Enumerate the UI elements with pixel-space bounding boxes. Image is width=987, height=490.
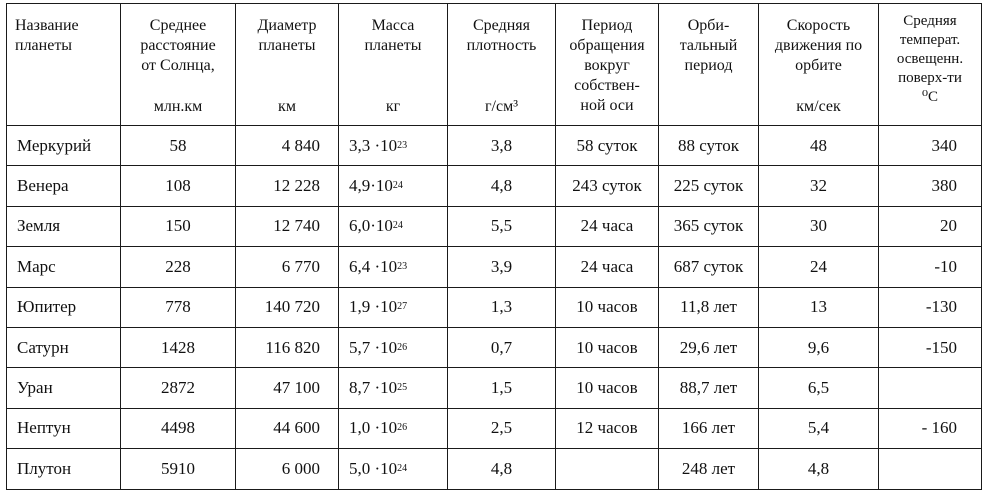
cell-orbital-speed: 30 [759,206,879,246]
table-row [7,408,982,448]
header-title: Скорость движения по орбите [774,17,863,74]
cell-orbital-speed: 4,8 [759,449,879,489]
cell-orbital-period: 687 суток [659,247,759,287]
mass-exponent: 23 [397,139,408,151]
cell-orbital-period: 166 лет [659,408,759,448]
header-unit: г/см³ [484,98,519,115]
cell-planet-name: Земля [7,206,121,246]
mass-base: 5,0 ·10 [349,458,398,478]
header-title: Масса планеты [364,17,422,54]
mass-base: 6,4 ·10 [349,256,398,276]
cell-density: 3,8 [448,126,556,166]
cell-rotation-period: 243 суток [556,166,659,206]
cell-distance: 5910 [121,449,236,489]
cell-planet-name: Уран [7,368,121,408]
cell-diameter: 47 100 [236,368,339,408]
cell-mass [339,126,448,166]
table-row [7,327,982,367]
cell-density: 3,9 [448,247,556,287]
planets-table-container [6,3,982,490]
cell-orbital-speed: 6,5 [759,368,879,408]
header-temperature [879,4,982,126]
mass-base: 8,7 ·10 [349,378,398,398]
header-unit: кг [385,98,401,115]
header-planet-name [7,4,121,126]
cell-orbital-period: 88,7 лет [659,368,759,408]
mass-exponent: 23 [397,260,408,272]
table-row [7,206,982,246]
header-title: Средняя плотность [466,17,537,54]
cell-mass [339,327,448,367]
mass-base: 6,0·10 [349,216,393,236]
cell-orbital-period: 225 суток [659,166,759,206]
cell-temperature: -150 [879,327,982,367]
header-density [448,4,556,126]
cell-orbital-period: 248 лет [659,449,759,489]
cell-temperature [879,368,982,408]
cell-diameter: 6 770 [236,247,339,287]
header-title: Название планеты [15,17,79,54]
cell-orbital-speed: 48 [759,126,879,166]
cell-density: 1,3 [448,287,556,327]
cell-orbital-speed: 9,6 [759,327,879,367]
cell-distance: 4498 [121,408,236,448]
table-row [7,287,982,327]
cell-rotation-period: 12 часов [556,408,659,448]
table-row [7,368,982,408]
header-distance [121,4,236,126]
header-unit: км [278,98,296,115]
header-orbital-period [659,4,759,126]
header-title: Орби- тальный период [679,17,738,74]
mass-exponent: 24 [392,220,403,232]
cell-rotation-period: 58 суток [556,126,659,166]
cell-diameter: 12 740 [236,206,339,246]
cell-planet-name: Венера [7,166,121,206]
cell-mass [339,206,448,246]
header-diameter [236,4,339,126]
mass-exponent: 27 [397,301,408,313]
table-row [7,126,982,166]
cell-temperature: 380 [879,166,982,206]
mass-base: 1,9 ·10 [349,297,398,317]
cell-temperature: -10 [879,247,982,287]
cell-density: 4,8 [448,166,556,206]
cell-rotation-period: 24 часа [556,247,659,287]
mass-exponent: 24 [392,180,403,192]
cell-planet-name: Сатурн [7,327,121,367]
header-row [7,4,982,126]
cell-rotation-period: 10 часов [556,287,659,327]
cell-distance: 1428 [121,327,236,367]
cell-temperature: 20 [879,206,982,246]
cell-rotation-period: 24 часа [556,206,659,246]
cell-mass [339,166,448,206]
cell-diameter: 116 820 [236,327,339,367]
cell-diameter: 6 000 [236,449,339,489]
cell-temperature: - 160 [879,408,982,448]
cell-orbital-speed: 24 [759,247,879,287]
cell-distance: 58 [121,126,236,166]
cell-mass [339,408,448,448]
cell-temperature [879,449,982,489]
cell-distance: 778 [121,287,236,327]
mass-exponent: 26 [397,341,408,353]
header-title: Среднее расстояние от Солнца, [140,17,216,74]
header-mass [339,4,448,126]
mass-base: 5,7 ·10 [349,337,398,357]
table-row [7,166,982,206]
mass-base: 4,9·10 [349,176,393,196]
cell-distance: 228 [121,247,236,287]
header-rotation-period [556,4,659,126]
cell-mass [339,449,448,489]
cell-planet-name: Нептун [7,408,121,448]
cell-orbital-period: 11,8 лет [659,287,759,327]
header-title: Средняя температ. освещенн. поверх-ти ⁰С [896,13,964,105]
cell-diameter: 140 720 [236,287,339,327]
cell-orbital-speed: 13 [759,287,879,327]
mass-exponent: 24 [397,462,408,474]
mass-base: 3,3 ·10 [349,135,398,155]
cell-planet-name: Марс [7,247,121,287]
header-title: Диаметр планеты [257,17,317,54]
mass-exponent: 26 [397,422,408,434]
cell-rotation-period: 10 часов [556,368,659,408]
cell-orbital-speed: 32 [759,166,879,206]
cell-distance: 108 [121,166,236,206]
cell-diameter: 12 228 [236,166,339,206]
header-orbital-speed [759,4,879,126]
cell-rotation-period: 10 часов [556,327,659,367]
cell-diameter: 44 600 [236,408,339,448]
header-title: Период обращения вокруг собствен- ной оси [569,17,645,114]
cell-mass [339,368,448,408]
cell-planet-name: Плутон [7,449,121,489]
cell-orbital-period: 365 суток [659,206,759,246]
cell-distance: 2872 [121,368,236,408]
cell-diameter: 4 840 [236,126,339,166]
table-row [7,449,982,489]
table-row [7,247,982,287]
planets-table [6,3,982,490]
cell-temperature: 340 [879,126,982,166]
cell-density: 0,7 [448,327,556,367]
cell-density: 5,5 [448,206,556,246]
cell-planet-name: Юпитер [7,287,121,327]
cell-rotation-period [556,449,659,489]
cell-orbital-speed: 5,4 [759,408,879,448]
header-unit: млн.км [153,98,203,115]
cell-distance: 150 [121,206,236,246]
cell-mass [339,247,448,287]
cell-orbital-period: 29,6 лет [659,327,759,367]
cell-density: 4,8 [448,449,556,489]
cell-orbital-period: 88 суток [659,126,759,166]
cell-mass [339,287,448,327]
cell-temperature: -130 [879,287,982,327]
header-unit: км/сек [796,98,841,115]
mass-exponent: 25 [397,382,408,394]
mass-base: 1,0 ·10 [349,418,398,438]
cell-density: 2,5 [448,408,556,448]
cell-planet-name: Меркурий [7,126,121,166]
cell-density: 1,5 [448,368,556,408]
